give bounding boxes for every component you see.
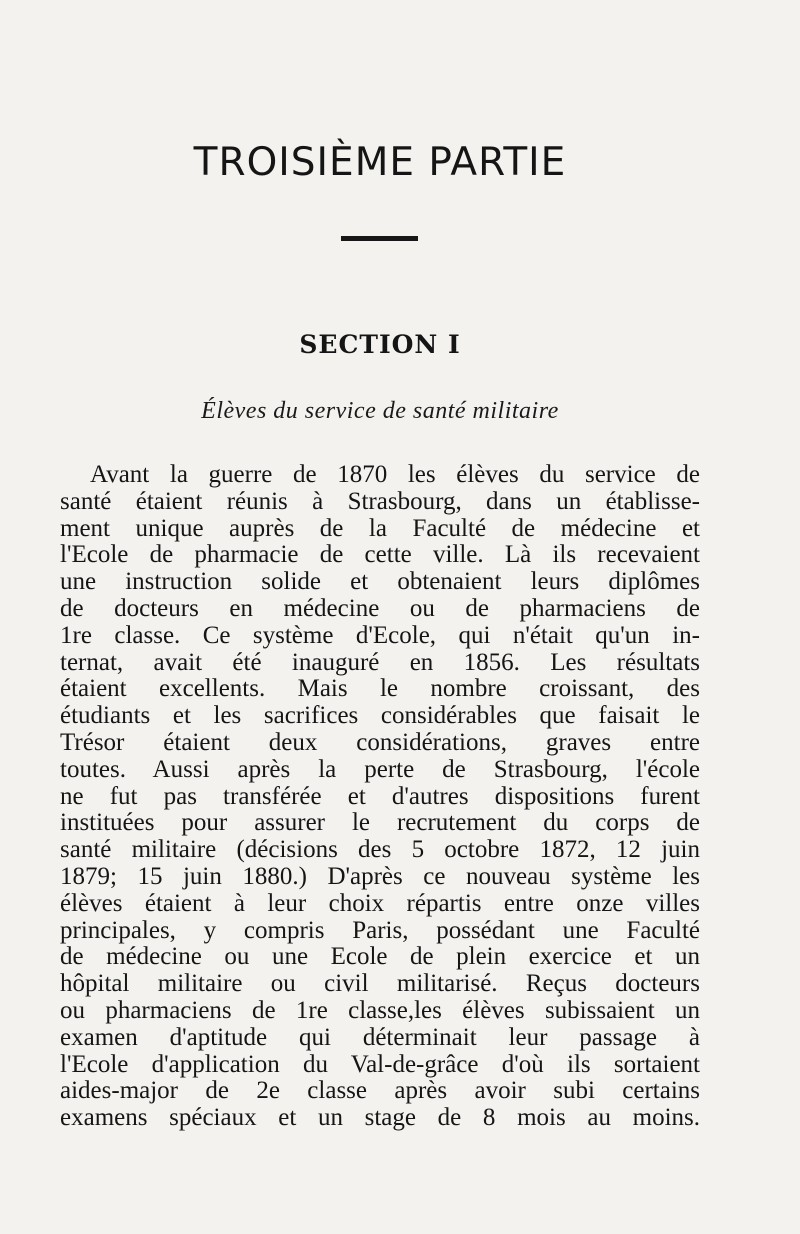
text-line: étudiants et les sacrifices considérables que faisait le <box>60 702 700 730</box>
body-paragraph <box>60 462 700 1132</box>
title-rule <box>341 236 418 241</box>
text-line: étaient excellents. Mais le nombre croissant, des <box>60 675 700 703</box>
text-line: ment unique auprès de la Faculté de médecine et <box>60 514 700 542</box>
text-line: l'Ecole de pharmacie de cette ville. Là ils recevaient <box>60 541 700 569</box>
text-line: de médecine ou une Ecole de plein exercice et un <box>60 943 700 971</box>
text-line: ou pharmaciens de 1re classe,les élèves subissaient un <box>60 996 700 1024</box>
text-line: une instruction solide et obtenaient leurs diplômes <box>60 568 700 596</box>
text-line: hôpital militaire ou civil militarisé. Reçus docteurs <box>60 970 700 998</box>
section-title: SECTION I <box>299 330 461 359</box>
text-line: santé militaire (décisions des 5 octobre 1872, 12 juin <box>60 836 700 864</box>
text-line: examens spéciaux et un stage de 8 mois au moins. <box>60 1104 700 1132</box>
text-line: l'Ecole d'application du Val-de-grâce d'où ils sortaient <box>60 1050 700 1078</box>
text-line: instituées pour assurer le recrutement du corps de <box>60 809 700 837</box>
text-line: Trésor étaient deux considérations, graves entre <box>60 728 700 756</box>
text-line: ne fut pas transférée et d'autres dispositions furent <box>60 782 700 810</box>
text-line: santé étaient réunis à Strasbourg, dans un établisse- <box>60 487 700 515</box>
part-title: TROISIÈME PARTIE <box>193 140 567 185</box>
text-line: 1879; 15 juin 1880.) D'après ce nouveau système les <box>60 862 700 890</box>
text-line: aides-major de 2e classe après avoir subi certains <box>60 1077 700 1105</box>
text-line: examen d'aptitude qui déterminait leur passage à <box>60 1023 700 1051</box>
text-line: principales, y compris Paris, possédant une Faculté <box>60 916 700 944</box>
section-subtitle: Élèves du service de santé militaire <box>201 398 559 424</box>
text-line: élèves étaient à leur choix répartis entre onze villes <box>60 889 700 917</box>
text-line: toutes. Aussi après la perte de Strasbourg, l'école <box>60 755 700 783</box>
text-line: Avant la guerre de 1870 les élèves du service de <box>90 461 700 488</box>
text-line: ternat, avait été inauguré en 1856. Les résultats <box>60 648 700 676</box>
text-line: 1re classe. Ce système d'Ecole, qui n'était qu'un in- <box>60 621 700 649</box>
text-line: de docteurs en médecine ou de pharmaciens de <box>60 594 700 622</box>
